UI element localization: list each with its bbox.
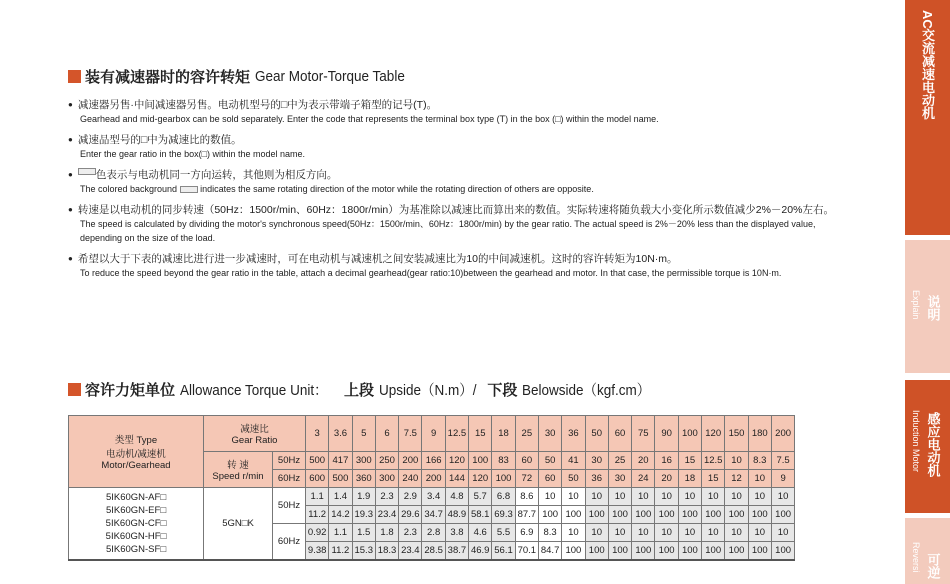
- torque-cell: 46.9: [469, 542, 492, 560]
- torque-cell: 14.2: [329, 506, 352, 524]
- sidebar-tab-reversible[interactable]: 可逆 Reversi: [905, 518, 950, 584]
- torque-cell: 100: [562, 506, 585, 524]
- torque-cell: 10: [655, 488, 678, 506]
- torque-cell: 10: [678, 524, 701, 542]
- speed-60hz-cell: 18: [678, 470, 701, 488]
- note-5-en: To reduce the speed beyond the gear ratio in the table, attach a decimal gearhead(gear ratio:10)between the gearhead and motor. In that case, the permissible torque is 10N·m.: [80, 268, 782, 278]
- speed-50hz-cell: 83: [492, 452, 515, 470]
- speed-50hz-cell: 300: [352, 452, 375, 470]
- torque-table: [68, 415, 795, 561]
- torque-cell: 100: [725, 542, 748, 560]
- torque-cell: 100: [608, 542, 631, 560]
- torque-cell: 4.6: [469, 524, 492, 542]
- speed-60hz-label: 60Hz: [273, 470, 306, 488]
- note-2-zh: ● 减速品型号的□中为减速比的数值。: [68, 133, 838, 147]
- gearhead-model: 5GN□K: [204, 488, 273, 560]
- torque-cell: 1.1: [329, 524, 352, 542]
- type-header: 类型 Type 电动机/减速机 Motor/Gearhead: [69, 416, 204, 488]
- torque-cell: 10: [678, 488, 701, 506]
- gear-ratio-cell: 36: [562, 416, 585, 452]
- speed-50hz-cell: 12.5: [702, 452, 725, 470]
- note-1-en: Gearhead and mid-gearbox can be sold separately. Enter the code that represents the terminal box type (T) in the box (□) within the model name.: [80, 114, 659, 124]
- torque-cell: 1.9: [352, 488, 375, 506]
- torque-cell: 87.7: [515, 506, 538, 524]
- torque-cell: 100: [608, 506, 631, 524]
- speed-50hz-cell: 10: [725, 452, 748, 470]
- torque-cell: 5.5: [492, 524, 515, 542]
- note-2-en: Enter the gear ratio in the box(□) within the model name.: [80, 149, 306, 159]
- torque-cell: 100: [655, 542, 678, 560]
- speed-50hz-label: 50Hz: [273, 452, 306, 470]
- torque-cell: 23.4: [375, 506, 398, 524]
- gear-ratio-cell: 3: [306, 416, 329, 452]
- torque-cell: 4.8: [445, 488, 468, 506]
- torque-cell: 10: [655, 524, 678, 542]
- gear-ratio-cell: 150: [725, 416, 748, 452]
- torque-cell: 70.1: [515, 542, 538, 560]
- torque-cell: 10: [702, 524, 725, 542]
- torque-cell: 100: [678, 542, 701, 560]
- speed-50hz-cell: 25: [608, 452, 631, 470]
- gear-ratio-cell: 200: [771, 416, 794, 452]
- gear-ratio-cell: 60: [608, 416, 631, 452]
- speed-60hz-cell: 24: [632, 470, 655, 488]
- torque-cell: 100: [562, 542, 585, 560]
- torque-cell: 10: [608, 524, 631, 542]
- torque-cell: 11.2: [329, 542, 352, 560]
- motor-model: 5IK60GN-CF□: [105, 517, 167, 529]
- torque-cell: 1.5: [352, 524, 375, 542]
- torque-cell: 100: [585, 506, 608, 524]
- color-swatch-icon: [180, 186, 198, 193]
- torque-cell: 100: [585, 542, 608, 560]
- gear-ratio-cell: 90: [655, 416, 678, 452]
- square-bullet-icon: [68, 70, 81, 83]
- speed-60hz-cell: 72: [515, 470, 538, 488]
- torque-cell: 19.3: [352, 506, 375, 524]
- speed-60hz-cell: 360: [352, 470, 375, 488]
- torque-cell: 10: [725, 524, 748, 542]
- torque-cell: 10: [585, 488, 608, 506]
- torque-cell: 100: [748, 506, 771, 524]
- torque-cell: 18.3: [375, 542, 398, 560]
- speed-60hz-cell: 20: [655, 470, 678, 488]
- torque-cell: 100: [655, 506, 678, 524]
- torque-cell: 10: [562, 524, 585, 542]
- square-bullet-icon: [68, 383, 81, 396]
- gear-ratio-header: 减速比 Gear Ratio: [204, 416, 306, 452]
- gear-ratio-cell: 12.5: [445, 416, 468, 452]
- speed-50hz-cell: 250: [375, 452, 398, 470]
- torque-cell: 11.2: [306, 506, 329, 524]
- torque-cell: 1.1: [306, 488, 329, 506]
- torque-cell: 5.7: [469, 488, 492, 506]
- torque-cell: 10: [585, 524, 608, 542]
- motor-model: 5IK60GN-HF□: [105, 530, 167, 542]
- section-title-torque-table: 装有减速器时的容许转矩 Gear Motor-Torque Table: [68, 66, 422, 87]
- speed-60hz-cell: 60: [538, 470, 561, 488]
- speed-50hz-cell: 200: [399, 452, 422, 470]
- torque-cell: 10: [562, 488, 585, 506]
- torque-cell: 100: [702, 506, 725, 524]
- gear-ratio-cell: 120: [702, 416, 725, 452]
- torque-cell: 10: [538, 488, 561, 506]
- torque-cell: 10: [702, 488, 725, 506]
- speed-60hz-cell: 12: [725, 470, 748, 488]
- motor-model: 5IK60GN-AF□: [105, 491, 167, 503]
- gear-ratio-cell: 30: [538, 416, 561, 452]
- torque-cell: 10: [725, 488, 748, 506]
- speed-50hz-cell: 60: [515, 452, 538, 470]
- torque-cell: 10: [748, 488, 771, 506]
- speed-50hz-cell: 7.5: [771, 452, 794, 470]
- speed-60hz-cell: 500: [329, 470, 352, 488]
- torque-cell: 8.6: [515, 488, 538, 506]
- freq-50hz-label: 50Hz: [273, 488, 306, 524]
- motor-model: 5IK60GN-SF□: [105, 543, 167, 555]
- speed-60hz-cell: 200: [422, 470, 445, 488]
- torque-cell: 2.8: [422, 524, 445, 542]
- speed-50hz-cell: 417: [329, 452, 352, 470]
- freq-60hz-label: 60Hz: [273, 524, 306, 560]
- speed-60hz-cell: 600: [306, 470, 329, 488]
- notes-list: [68, 98, 838, 287]
- gear-ratio-cell: 50: [585, 416, 608, 452]
- speed-60hz-cell: 300: [375, 470, 398, 488]
- gear-ratio-cell: 180: [748, 416, 771, 452]
- speed-60hz-cell: 50: [562, 470, 585, 488]
- speed-50hz-cell: 8.3: [748, 452, 771, 470]
- speed-50hz-cell: 100: [469, 452, 492, 470]
- torque-cell: 6.8: [492, 488, 515, 506]
- torque-cell: 23.4: [399, 542, 422, 560]
- gear-ratio-cell: 5: [352, 416, 375, 452]
- torque-cell: 100: [632, 542, 655, 560]
- note-5-zh: ● 希望以大于下表的减速比进行进一步减速时，可在电动机与减速机之间安装减速比为10的中间减速机。这时的容许转矩为10N·m。: [68, 252, 838, 266]
- sidebar-tab-ac-gear-motor[interactable]: AC交流减速电动机: [905, 0, 950, 235]
- speed-50hz-cell: 20: [632, 452, 655, 470]
- torque-cell: 100: [678, 506, 701, 524]
- speed-60hz-cell: 120: [469, 470, 492, 488]
- torque-cell: 3.8: [445, 524, 468, 542]
- torque-cell: 28.5: [422, 542, 445, 560]
- torque-cell: 10: [771, 524, 794, 542]
- torque-cell: 100: [748, 542, 771, 560]
- gear-ratio-cell: 25: [515, 416, 538, 452]
- torque-cell: 10: [632, 488, 655, 506]
- speed-60hz-cell: 36: [585, 470, 608, 488]
- gear-ratio-cell: 6: [375, 416, 398, 452]
- gear-ratio-cell: 7.5: [399, 416, 422, 452]
- speed-60hz-cell: 144: [445, 470, 468, 488]
- motor-models: [69, 488, 204, 560]
- gear-ratio-cell: 9: [422, 416, 445, 452]
- speed-header: 转 速 Speed r/min: [204, 452, 273, 488]
- torque-cell: 38.7: [445, 542, 468, 560]
- torque-cell: 2.3: [375, 488, 398, 506]
- torque-cell: 8.3: [538, 524, 561, 542]
- note-4-zh: ● 转速是以电动机的同步转速（50Hz：1500r/min、60Hz：1800r/min）为基准除以减速比而算出来的数值。实际转速将随负载大小变化所示数值减少2%－20%左右。: [68, 203, 838, 217]
- note-1-zh: ● 减速器另售·中间减速器另售。电动机型号的□中为表示带端子箱型的记号(T)。: [68, 98, 838, 112]
- sidebar-tab-induction-motor[interactable]: 感应电动机 Induction Motor: [905, 380, 950, 513]
- speed-60hz-cell: 240: [399, 470, 422, 488]
- speed-50hz-cell: 16: [655, 452, 678, 470]
- torque-cell: 56.1: [492, 542, 515, 560]
- note-3-zh: ● 色表示与电动机同一方向运转，其他则为相反方向。: [68, 168, 838, 182]
- speed-50hz-cell: 166: [422, 452, 445, 470]
- torque-cell: 0.92: [306, 524, 329, 542]
- speed-60hz-cell: 15: [702, 470, 725, 488]
- torque-cell: 1.8: [375, 524, 398, 542]
- speed-50hz-cell: 30: [585, 452, 608, 470]
- torque-cell: 100: [771, 542, 794, 560]
- color-swatch-icon: [78, 168, 96, 175]
- gear-ratio-cell: 100: [678, 416, 701, 452]
- torque-cell: 3.4: [422, 488, 445, 506]
- torque-cell: 29.6: [399, 506, 422, 524]
- torque-cell: 48.9: [445, 506, 468, 524]
- torque-cell: 6.9: [515, 524, 538, 542]
- torque-cell: 84.7: [538, 542, 561, 560]
- torque-cell: 1.4: [329, 488, 352, 506]
- torque-cell: 100: [632, 506, 655, 524]
- torque-cell: 10: [771, 488, 794, 506]
- sidebar-tab-explain[interactable]: 说明 Explain: [905, 240, 950, 373]
- note-4-en: The speed is calculated by dividing the motor's synchronous speed(50Hz：1500r/min、60Hz：1800r/min) by the gear ratio. The actual speed is 2%－20% less than the displayed value, depending on the size of the load.: [80, 219, 816, 243]
- torque-cell: 10: [632, 524, 655, 542]
- note-3-en: The colored background indicates the same rotating direction of the motor while the rotating direction of others are opposite.: [80, 184, 594, 194]
- torque-cell: 15.3: [352, 542, 375, 560]
- gear-ratio-cell: 3.6: [329, 416, 352, 452]
- torque-cell: 9.38: [306, 542, 329, 560]
- speed-50hz-cell: 41: [562, 452, 585, 470]
- speed-50hz-cell: 15: [678, 452, 701, 470]
- torque-cell: 34.7: [422, 506, 445, 524]
- speed-60hz-cell: 9: [771, 470, 794, 488]
- torque-cell: 10: [608, 488, 631, 506]
- gear-ratio-cell: 15: [469, 416, 492, 452]
- torque-cell: 2.9: [399, 488, 422, 506]
- torque-cell: 100: [771, 506, 794, 524]
- speed-50hz-cell: 500: [306, 452, 329, 470]
- gear-ratio-cell: 18: [492, 416, 515, 452]
- torque-cell: 58.1: [469, 506, 492, 524]
- torque-cell: 10: [748, 524, 771, 542]
- motor-model: 5IK60GN-EF□: [105, 504, 167, 516]
- torque-cell: 100: [538, 506, 561, 524]
- section-title-allowance-torque: 容许力矩单位 Allowance Torque Unit： 上段 Upside（N.m）/ 下段 Belowside（kgf.cm）: [68, 379, 665, 400]
- speed-60hz-cell: 30: [608, 470, 631, 488]
- torque-cell: 100: [702, 542, 725, 560]
- speed-60hz-cell: 10: [748, 470, 771, 488]
- gear-ratio-cell: 75: [632, 416, 655, 452]
- torque-cell: 100: [725, 506, 748, 524]
- speed-50hz-cell: 120: [445, 452, 468, 470]
- speed-50hz-cell: 50: [538, 452, 561, 470]
- speed-60hz-cell: 100: [492, 470, 515, 488]
- torque-cell: 69.3: [492, 506, 515, 524]
- torque-cell: 2.3: [399, 524, 422, 542]
